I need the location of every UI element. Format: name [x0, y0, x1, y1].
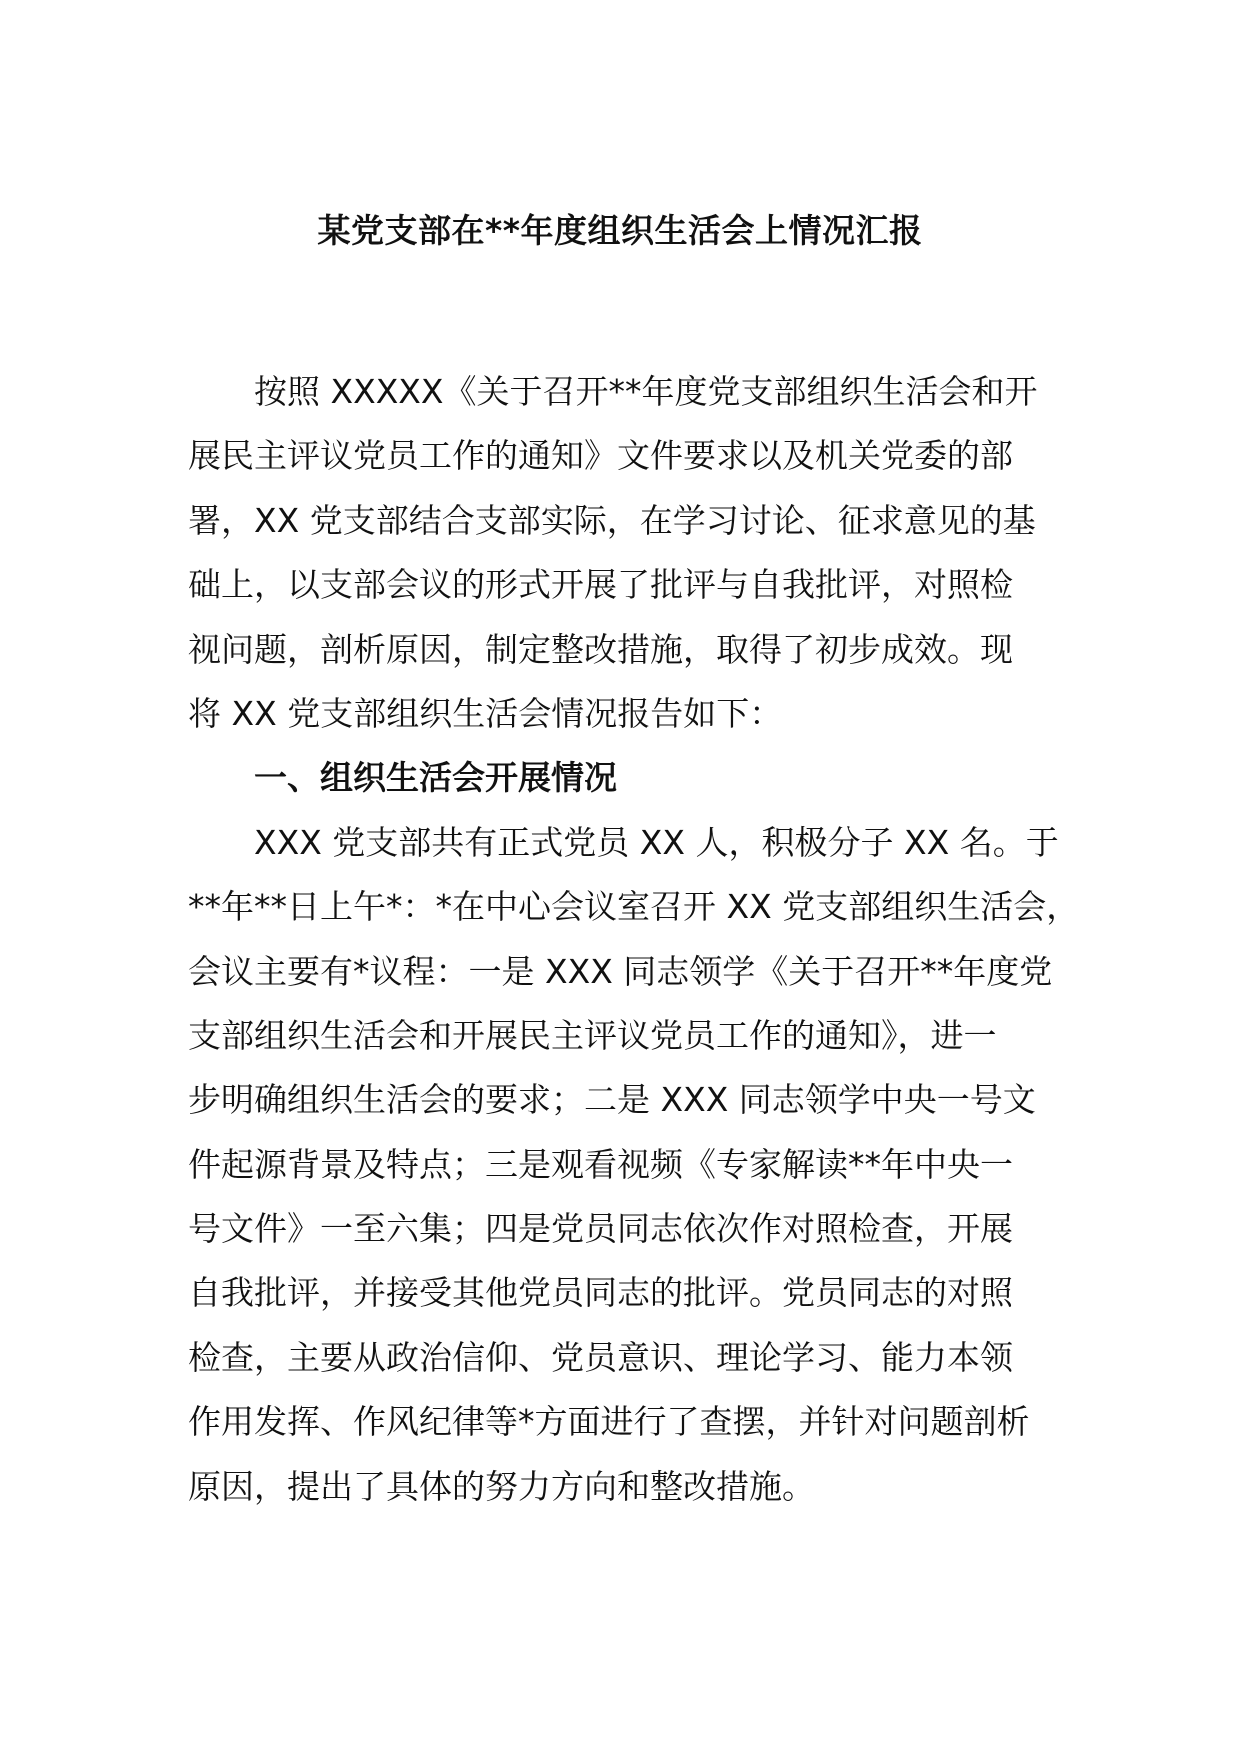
- paragraph-line: 原因，提出了具体的努力方向和整改措施。: [188, 1466, 815, 1506]
- section-heading: 一、组织生活会开展情况: [254, 758, 617, 798]
- paragraph-line: 作用发挥、作风纪律等*方面进行了查摆，并针对问题剖析: [188, 1402, 1030, 1442]
- document-body: [188, 360, 1080, 1519]
- document-title: 某党支部在**年度组织生活会上情况汇报: [317, 211, 923, 250]
- paragraph-line: 检查，主要从政治信仰、党员意识、理论学习、能力本领: [188, 1337, 1013, 1377]
- paragraph-line: 署，XX 党支部结合支部实际，在学习讨论、征求意见的基: [188, 500, 1036, 540]
- paragraph-line: 支部组织生活会和开展民主评议党员工作的通知》，进一: [188, 1015, 997, 1055]
- paragraph-line: 步明确组织生活会的要求；二是 XXX 同志领学中央一号文: [188, 1080, 1036, 1120]
- paragraph-line: 会议主要有*议程：一是 XXX 同志领学《关于召开**年度党: [188, 951, 1053, 991]
- paragraph-line: **年**日上午*：*在中心会议室召开 XX 党支部组织生活会，: [188, 887, 1080, 927]
- paragraph-line: 将 XX 党支部组织生活会情况报告如下：: [188, 693, 783, 733]
- paragraph-line: 展民主评议党员工作的通知》文件要求以及机关党委的部: [188, 436, 1013, 476]
- paragraph-line: 础上，以支部会议的形式开展了批评与自我批评，对照检: [188, 565, 1013, 605]
- paragraph-line: XXX 党支部共有正式党员 XX 人，积极分子 XX 名。于: [254, 822, 1059, 862]
- paragraph-line: 件起源背景及特点；三是观看视频《专家解读**年中央一: [188, 1144, 1013, 1184]
- paragraph-line: 号文件》一至六集；四是党员同志依次作对照检查，开展: [188, 1209, 1013, 1249]
- paragraph-line: 视问题，剖析原因，制定整改措施，取得了初步成效。现: [188, 629, 1013, 669]
- paragraph-line: 按照 XXXXX《关于召开**年度党支部组织生活会和开: [254, 372, 1038, 411]
- paragraph-line: 自我批评，并接受其他党员同志的批评。党员同志的对照: [188, 1273, 1013, 1313]
